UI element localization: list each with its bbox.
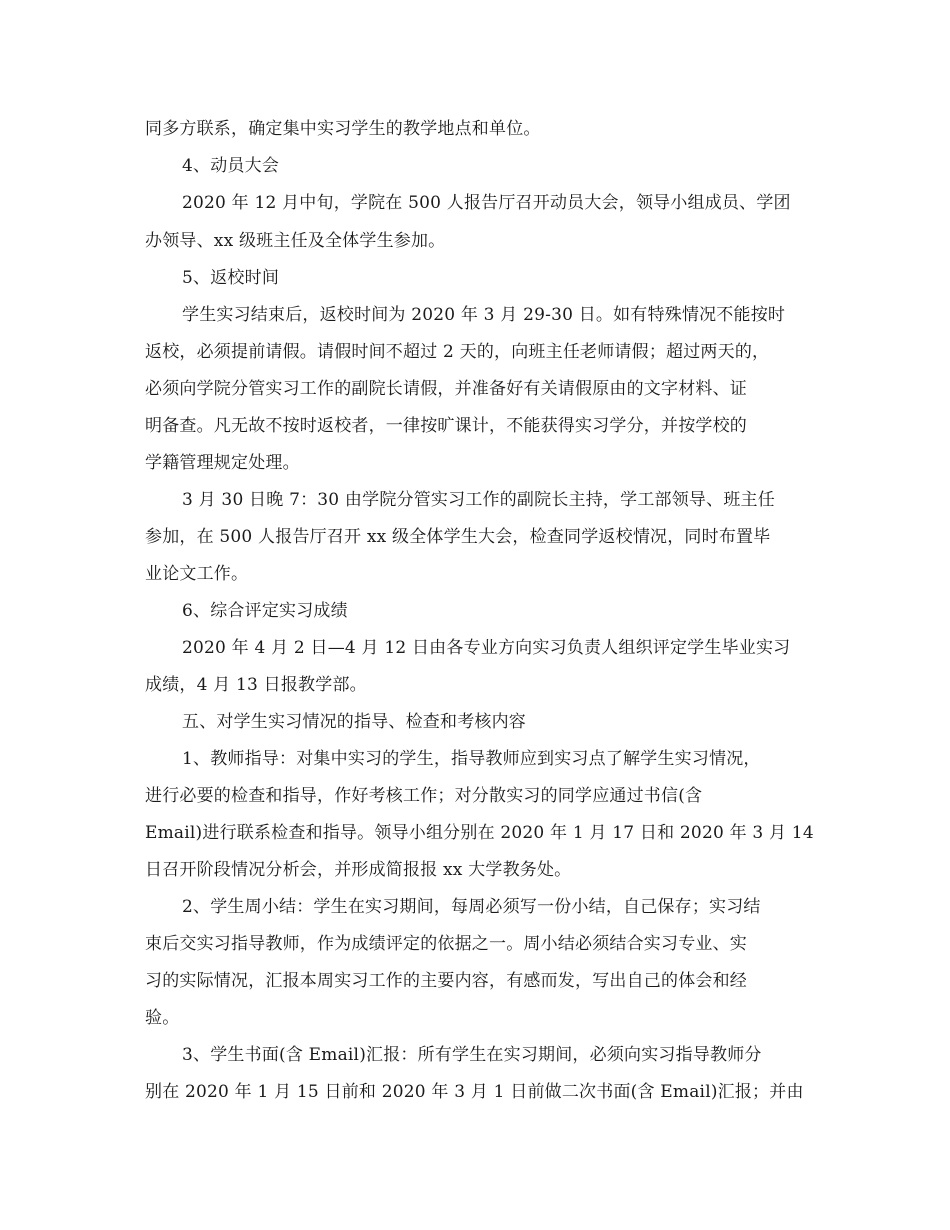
text-line: 学生实习结束后，返校时间为 2020 年 3 月 29-30 日。如有特殊情况不能按时 <box>182 305 786 325</box>
text-line: 进行必要的检查和指导，作好考核工作；对分散实习的同学应通过书信(含 <box>145 786 703 806</box>
text-line: 2020 年 12 月中旬，学院在 500 人报告厅召开动员大会，领导小组成员、学团 <box>182 193 791 213</box>
text-line: 别在 2020 年 1 月 15 日前和 2020 年 3 月 1 日前做二次书面(含 Email)汇报；并由 <box>145 1082 804 1102</box>
section-heading: 4、动员大会 <box>182 156 280 176</box>
text-line: 3、学生书面(含 Email)汇报：所有学生在实习期间，必须向实习指导教师分 <box>182 1045 762 1065</box>
text-line: 学籍管理规定处理。 <box>145 453 300 473</box>
text-line: 日召开阶段情况分析会，并形成简报报 xx 大学教务处。 <box>145 860 572 880</box>
section-heading: 6、综合评定实习成绩 <box>182 601 348 621</box>
text-line: 验。 <box>145 1008 180 1028</box>
text-line: 明备查。凡无故不按时返校者，一律按旷课计，不能获得实习学分，并按学校的 <box>145 416 747 436</box>
text-line: 习的实际情况，汇报本周实习工作的主要内容，有感而发，写出自己的体会和经 <box>145 971 747 991</box>
section-heading: 5、返校时间 <box>182 268 280 288</box>
text-line: 3 月 30 日晚 7：30 由学院分管实习工作的副院长主持，学工部领导、班主任 <box>182 490 775 510</box>
text-line: 1、教师指导：对集中实习的学生，指导教师应到实习点了解学生实习情况， <box>182 749 761 769</box>
text-line: 必须向学院分管实习工作的副院长请假，并准备好有关请假原由的文字材料、证 <box>145 379 747 399</box>
text-line: 同多方联系，确定集中实习学生的教学地点和单位。 <box>145 119 541 139</box>
text-line: 2020 年 4 月 2 日—4 月 12 日由各专业方向实习负责人组织评定学生毕业实习 <box>182 638 791 658</box>
text-line: 成绩，4 月 13 日报教学部。 <box>145 675 367 695</box>
text-line: 参加，在 500 人报告厅召开 xx 级全体学生大会，检查同学返校情况，同时布置毕 <box>145 527 771 547</box>
text-line: 2、学生周小结：学生在实习期间，每周必须写一份小结，自己保存；实习结 <box>182 897 761 917</box>
text-line: 返校，必须提前请假。请假时间不超过 2 天的，向班主任老师请假；超过两天的， <box>145 342 770 362</box>
text-line: 束后交实习指导教师，作为成绩评定的依据之一。周小结必须结合实习专业、实 <box>145 934 747 954</box>
section-heading: 五、对学生实习情况的指导、检查和考核内容 <box>182 712 526 732</box>
text-line: 办领导、xx 级班主任及全体学生参加。 <box>145 231 446 251</box>
text-line: Email)进行联系检查和指导。领导小组分别在 2020 年 1 月 17 日和 2020 年 3 月 14 <box>145 823 814 843</box>
text-line: 业论文工作。 <box>145 564 249 584</box>
